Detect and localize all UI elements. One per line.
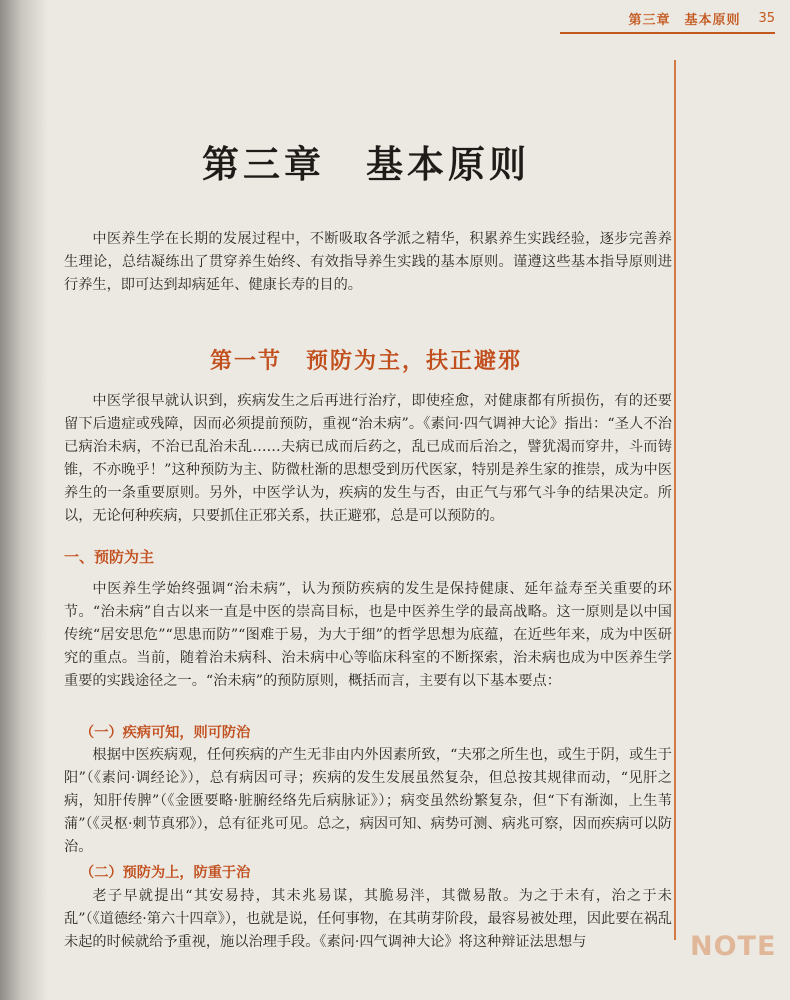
scan-edge-shadow [0,0,48,1000]
margin-rule [674,60,676,940]
chapter-title: 第三章 基本原则 [202,142,530,186]
point-1-paragraph: 根据中医疾病观，任何疾病的产生无非由内外因素所致，“夫邪之所生也，或生于阴，或生于阳”（《素问·调经论》），总有病因可寻；疾病的发生发展虽然复杂，但总按其规律而动，“见肝之病，知肝传脾”（《金匮要略·脏腑经络先后病脉证》）；病变虽然纷繁复杂，但“下有渐洳，上生苇蒲”（《灵枢·刺节真邪》），总有征兆可见。总之，病因可知、病势可测、病兆可察，因而疾病可以防治。 [64,747,672,855]
note-logo-text: NOTE [690,931,776,960]
point-2-paragraph: 老子早就提出“其安易持，其未兆易谋，其脆易泮，其微易散。为之于未有，治之于未乱”（《道德经·第六十四章》），也就是说，任何事物，在其萌芽阶段，最容易被处理，因此要在祸乱未起的时候就给予重视，施以治理手段。《素问·四气调神大论》将这种辩证法思想与 [64,888,672,950]
running-header-chapter: 第三章 基本原则 [628,12,741,28]
intro-paragraph: 中医养生学在长期的发展过程中，不断吸取各学派之精华，积累养生实践经验，逐步完善养生理论，总结凝练出了贯穿养生始终、有效指导养生实践的基本原则。谨遵这些基本指导原则进行养生，即可达到却病延年、健康长寿的目的。 [64,231,672,293]
section-paragraph: 中医学很早就认识到，疾病发生之后再进行治疗，即使痊愈，对健康都有所损伤，有的还要留下后遗症或残障，因而必须提前预防，重视“治未病”。《素问·四气调神大论》指出：“圣人不治已病治未病，不治已乱治未乱……夫病已成而后药之，乱已成而后治之，譬犹渴而穿井，斗而铸锥，不亦晚乎！”这种预防为主、防微杜渐的思想受到历代医家，特别是养生家的推崇，成为中医养生的一条重要原则。另外，中医学认为，疾病的发生与否，由正气与邪气斗争的结果决定。所以，无论何种疾病，只要抓住正邪关系，扶正避邪，总是可以预防的。 [64,393,672,524]
subsection-paragraph: 中医养生学始终强调“治未病”，认为预防疾病的发生是保持健康、延年益寿至关重要的环节。“治未病”自古以来一直是中医的崇高目标，也是中医养生学的最高战略。这一原则是以中国传统“居安思危”“思患而防”“图难于易，为大于细”的哲学思想为底蕴，在近些年来，成为中医研究的重点。当前，随着治未病科、治未病中心等临床科室的不断探索，治未病也成为中医养生学重要的实践途径之一。“治未病”的预防原则，概括而言，主要有以下基本要点： [64,581,672,689]
page-number: 35 [758,10,775,26]
section-title: 第一节 预防为主，扶正避邪 [209,349,522,374]
header-rule [560,32,775,34]
running-header [560,6,775,30]
subsection-heading: 一、预防为主 [64,548,155,566]
point-1-heading: （一）疾病可知，则可防治 [80,725,251,741]
point-2-heading: （二）预防为上，防重于治 [80,865,251,881]
note-margin-logo [690,930,776,960]
